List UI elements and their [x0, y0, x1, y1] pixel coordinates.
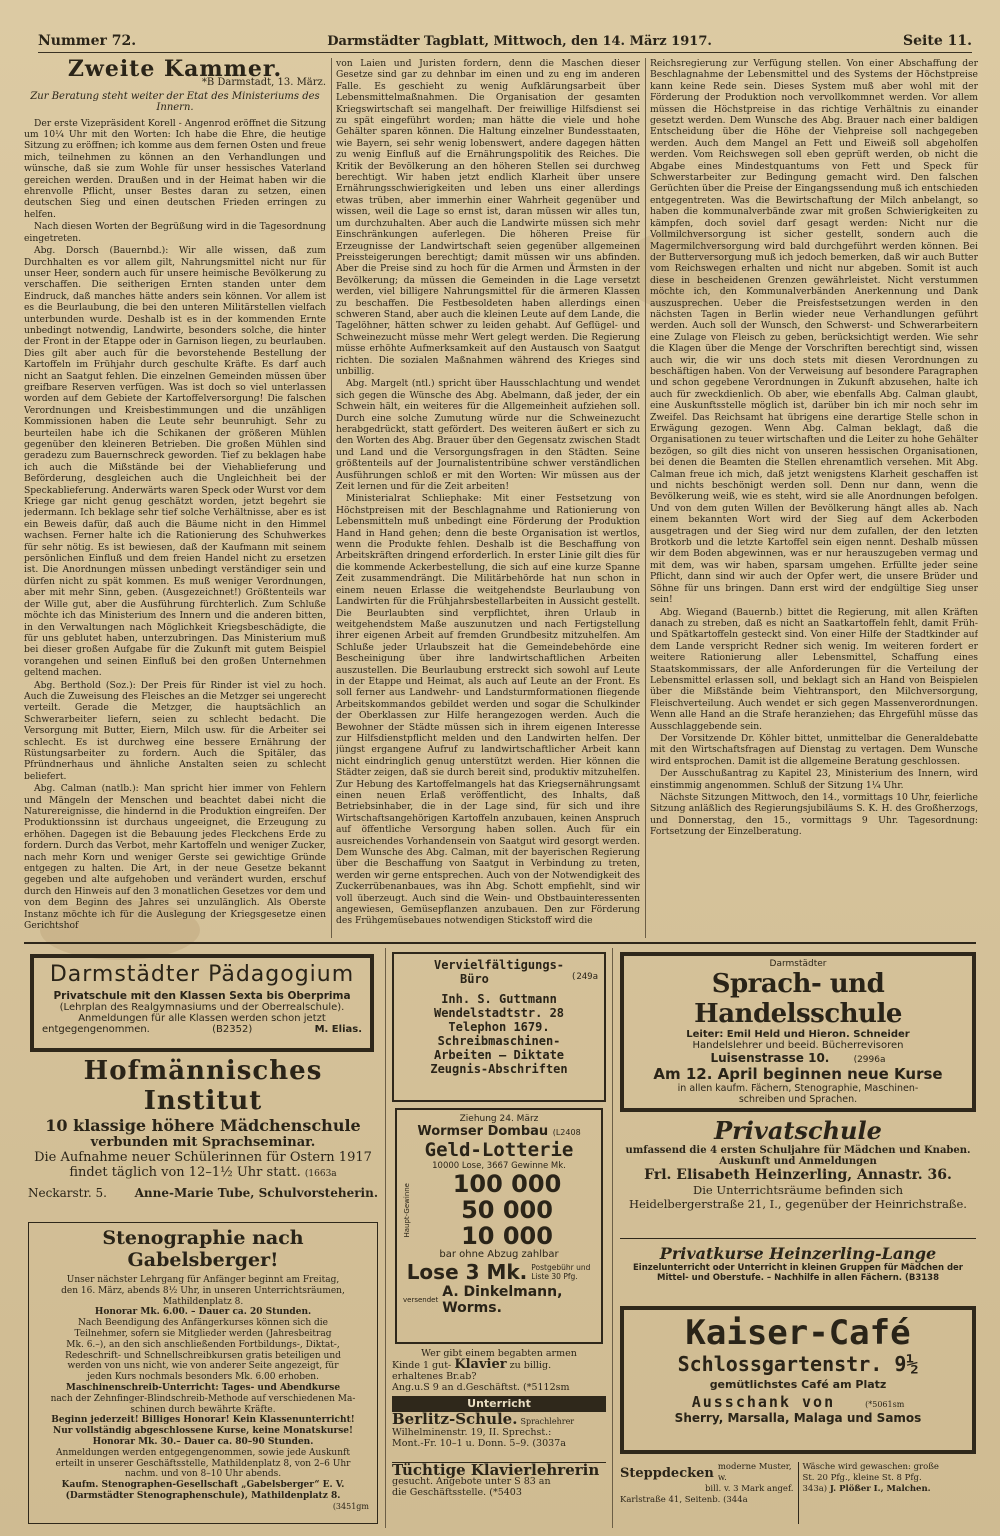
ad-text: jeden Kurs nochmals besonders Mk. 6.00 erhoben.: [87, 1372, 319, 1383]
ad-text: Handelslehrer und beeid. Bücherrevisoren: [692, 1040, 904, 1051]
ad-text: Teilnehmer, sofern sie Mitglieder werden (Jahresbeitrag: [74, 1328, 332, 1339]
paragraph: Abg. Dorsch (Bauernbd.): Wir alle wissen, daß zum Durchhalten es vor allem gilt, Nahrungsmittel nicht nur für unser Heer, sondern auch für unsere heimische Bevölkerung zu verschaffen. Die seitherigen Ernten standen unter dem Eindruck, daß manches hätte anders sein können. Vor allem ist es die Beurlaubung, die bei den unteren Militärstellen vielfach unterbunden wurde. Deshalb ist es in der kommenden Ernte unbedingt notwendig, Landwirte, besonders solche, die hinter der Front in der Etappe oder in Garnison liegen, zu beurlauben. Dies gilt aber auch für die bevorstehende Bestellung der Kartoffeln im Frühjahr durch geschulte Kräfte. Es darf auch nicht an Saatgut fehlen. Die einzelnen Gemeinden müssen über greifbare Reserven verfügen. Was ist doch so viel unterlassen worden auf dem Gebiete der Kartoffelversorgung! Die falschen Verordnungen und Kreisbestimmungen und die unzähligen Kommissionen haben die Leute sehr beunruhigt. Sehr zu beurteilen habe ich die Schikanen der größeren Mühlen gegenüber den kleineren Betrieben. Die großen Mühlen sind geradezu zum Bauernschreck geworden. Tief zu beklagen habe ich auch die Mißstände bei der Viehablieferung und Beförderung, desgleichen auch die Ungleichheit bei der Speckablieferung. Anderwärts waren Speck oder Wurst vor dem Kriege gar nicht genug geschätzt worden, jetzt begehrt sie jedermann. Ich beklage sehr tief solche Verhältnisse, aber es ist ein Beweis dafür, daß auch die Bäume nicht in den Himmel wachsen. Ferner halte ich die Rationierung des Schuhwerkes für sehr nötig. Es ist bewiesen, daß der Kaufmann mit seinem persönlichen Einfluß und dem freien Handel nicht zu ersetzen ist. Die Anordnungen müssen unbedingt verständiger sein und dürfen nicht zu spät kommen. Es muß weniger Verordnungen, aber mit mehr Sinn, geben. (Ausgezeichnet!) Größtenteils war der Wille gut, aber die Ausführung fürchterlich. Zum Schluße möchte ich das Ministerium des Innern und die anderen bitten, in den Verwaltungen nach Möglichkeit Kriegsbeschädigte, die für uns geblutet haben, unterzubringen. Das Ministerium muß bei dieser großen Aufgabe für die Zukunft mit gutem Beispiel vorangehen und seinen Einfluß bei den großen Unternehmen geltend machen.: [24, 245, 326, 679]
ad-title: Steppdecken: [620, 1465, 714, 1481]
ad-text: Postgebühr und Liste 30 Pfg.: [531, 1263, 591, 1281]
ad-text: Kinde 1 gut-: [392, 1360, 452, 1371]
ad-privatkurse: [620, 1244, 976, 1302]
ad-text: erteilt in unserer Geschäftsstelle, Mathildenplatz 8, von 2–6 Uhr: [55, 1458, 351, 1469]
ad-code: (3037a: [532, 1438, 566, 1449]
column-divider: [645, 58, 646, 938]
ad-code: (*5403: [489, 1487, 522, 1498]
ad-footer: [42, 1024, 362, 1035]
ad-text: Honorar Mk. 6.00. – Dauer ca. 20 Stunden.: [94, 1307, 312, 1318]
column-divider: [612, 948, 613, 1528]
paragraph: Ministerialrat Schliephake: Mit einer Festsetzung von Höchstpreisen mit der Beschlagnahme und Rationierung von Lebensmitteln muß unbedingt eine Förderung der Produktion Hand in Hand gehen; denn die beste Organisation ist wertlos, wenn die Produkte fehlen. Deshalb ist die Beschaffung von Arbeitskräften dringend erforderlich. In erster Linie gilt dies für die kommende Ackerbestellung, die sich auf eine kurze Spanne Zeit zusammendrängt. Die Militärbehörde hat nun schon in einem neuen Erlasse die weitgehendste Beurlaubung von Landwirten für die Frühjahrsbestellarbeiten in Aussicht gestellt. Die Beurlaubten sind verpflichtet, ihren Urlaub in weitgehendstem Maße auszunutzen und nach Fertigstellung ihrer eigenen Arbeit auf fremden Grundbesitz mitzuhelfen. Am Schluße jeder Urlaubszeit hat die Gemeindebehörde eine Bescheinigung über ihre landwirtschaftlichen Arbeiten auszustellen. Die Beurlaubung erstreckt sich sowohl auf Leute in der Etappe und Heimat, als auch auf Leute an der Front. Es soll ferner aus Landwehr- und Landsturmformationen fliegende Arbeitskommandos gebildet werden und sogar die Schulkinder der Oberklassen zur Hilfe herangezogen werden. Auch die Bewohner der Städte müssen sich in ihrem eigenen Interesse zur Hilfsdienstpflicht melden und den Landwirten helfen. Der jüngst ergangene Aufruf zu landwirtschaftlicher Arbeit kann nicht eindringlich genug unterstützt werden. Hier können die Städter zeigen, daß sie durch bereit sind, produktiv mitzuhelfen. Zur Hebung des Kartoffelmangels hat das Kriegsernährungsamt einen neuen Erlaß veröffentlicht, des Inhalts, daß Betriebsinhaber, die in der Lage sind, für sich und ihre Wirtschaftsangehörigen Kartoffeln anzubauen, keinen Anspruch auf öffentliche Versorgung haben sollen. Auch für ein ausreichendes Vorhandensein von Saatgut wird gesorgt werden. Dem Wunsche des Abg. Calman, mit der bayerischen Regierung über die Beschaffung von Saatgut in Verbindung zu treten, werden wir gerne entsprechen. Auch von der Notwendigkeit des Zuckerrübenanbaues, was ihn Abg. Schott empfiehlt, sind wir voll überzeugt. Auch sind die Wein- und Obstbauinteressenten angewiesen, Gemüsepflanzen anzubauen. Den zur Förderung des Frühgemüsebaues notwendigen Stickstoff wird die: [336, 493, 640, 927]
ad-text: nachm. und von 8–10 Uhr abends.: [124, 1469, 282, 1480]
ad-text: St. 20 Pfg., kleine St. 8 Pfg.: [802, 1473, 922, 1483]
ad-signature: Anne-Marie Tube, Schulvorsteherin.: [134, 1186, 378, 1200]
ad-text: findet täglich von 12–1½ Uhr statt.: [69, 1165, 301, 1180]
ad-line: [403, 1260, 595, 1284]
ad-text: Redeschrift- und Schnellschreibkursen gratis beteiligen und: [65, 1350, 341, 1361]
article-dateline: *B Darmstadt, 13. März.: [201, 77, 326, 89]
ad-text: Arbeiten — Diktate: [433, 1048, 565, 1062]
ad-code: 343a): [802, 1484, 828, 1494]
ad-title: Sprach- und Handelsschule: [694, 969, 902, 1029]
ad-text: umfassend die 4 ersten Schuljahre für Mädchen und Knaben.: [625, 1145, 971, 1156]
section-rule: [24, 942, 976, 944]
page-number: Seite 11.: [903, 33, 972, 49]
ad-code: (3451gm: [332, 1501, 369, 1511]
ad-text: Mathildenplatz 8.: [162, 1296, 244, 1307]
ad-signature: M. Elias.: [314, 1024, 362, 1035]
ad-text: Wilhelminenstr. 19, II. Sprechst.:: [392, 1427, 552, 1438]
ad-text: Auskunft und Anmeldungen: [719, 1156, 877, 1167]
ad-line: [392, 1487, 606, 1498]
ad-code: (2996a: [853, 1055, 886, 1065]
ad-text: entgegengenommen.: [42, 1024, 150, 1035]
paragraph: Abg. Wiegand (Bauernb.) bittet die Regierung, mit allen Kräften danach zu streben, daß es nicht an Saatkartoffeln fehlt, damit Früh- und Spätkartoffeln gesteckt sind. Von einer Hilfe der Stadtkinder auf dem Lande verspricht Redner sich wenig. Im weiteren fordert er weitere Rationierung aller Lebensmittel, Schaffung eines Staatskommissars, der alle Anforderungen für die Verteilung der Lebensmittel erlassen soll, und beklagt sich an Hand von Beispielen über die Mißstände beim Viehtransport, den Milchversorgung, Fleischverteilung. Auch wendet er sich gegen Massenverordnungen. Wenn alle Hand an die Strafe heranziehen; das Ehrgefühl müsse das Ausschlaggebende sein.: [650, 606, 978, 732]
ad-klavier: [392, 1348, 606, 1392]
ad-text: A. Dinkelmann, Worms.: [442, 1284, 563, 1316]
paragraph: Nach diesen Worten der Begrüßung wird in die Tagesordnung eingetreten.: [24, 221, 326, 244]
ad-text: Wormser Dombau: [417, 1124, 549, 1139]
ad-text: Inh. S. Guttmann: [441, 992, 557, 1006]
ad-prize: 50 000: [461, 1196, 553, 1224]
ad-text: Lose 3 Mk.: [406, 1260, 528, 1284]
ad-text: den 16. März, abends 8½ Uhr, in unseren Unterrichtsräumen,: [61, 1285, 345, 1296]
ad-code: (*5112sm: [522, 1382, 570, 1393]
ad-text: Privatschule mit den Klassen Sexta bis Oberprima: [53, 990, 351, 1002]
ad-text: Heidelbergerstraße 21, I., gegenüber der Heinrichstraße.: [629, 1197, 967, 1211]
ad-footer: [28, 1186, 378, 1200]
ad-text: werden von uns nicht, wie von anderer Seite angezeigt, für: [67, 1361, 339, 1372]
ad-hofmann-institut: [28, 1056, 378, 1216]
ad-line: [392, 1382, 606, 1393]
ad-line: [392, 1371, 606, 1382]
ad-text: 10 klassige höhere Mädchenschule: [45, 1116, 361, 1135]
ad-text: Unser nächster Lehrgang für Anfänger beginnt am Freitag,: [66, 1275, 340, 1285]
ad-text: versendet: [403, 1296, 439, 1304]
ad-text: Ziehung 24. März: [459, 1114, 539, 1124]
ad-text: Sherry, Marsalla, Malaga und Samos: [674, 1411, 922, 1425]
ad-title: Darmstädter Pädagogium: [49, 962, 355, 987]
ad-line: [28, 1165, 378, 1180]
ad-text: Br.ab?: [446, 1371, 477, 1382]
ad-text: bar ohne Abzug zahlbar: [439, 1249, 559, 1260]
paragraph: Abg. Margelt (ntl.) spricht über Hausschlachtung und wendet sich gegen die Wünsche des Abg. Abelmann, daß jeder, der ein Schwein hält, ein weiteres für die Allgemeinheit aufziehen soll. Durch eine solche Zumutung würde nur die Schweinezucht herabgedrückt, statt gefördert. Des weiteren äußert er sich zu den Worten des Abg. Brauer über den Gegensatz zwischen Stadt und Land und die Versorgungsfragen in den Städten. Seine größtenteils auf der Journalistentribüne schwer verständlichen Ausführungen schloß er mit den Worten: Wir müssen aus der Zeit lernen und für die Zeit arbeiten!: [336, 378, 640, 493]
ad-code: (344a: [723, 1495, 748, 1505]
ad-steppdecken: [620, 1462, 799, 1524]
ad-line: [620, 1462, 794, 1484]
ad-code: (1663a: [304, 1169, 337, 1179]
ad-line: [803, 1484, 977, 1495]
paragraph: von Laien und Juristen fordern, denn die Maschen dieser Gesetze sind gar zu dehnbar im einen und zu eng im anderen Falle. Es geschieht zu wenig Aufklärungsarbeit über Lebensmittelmaßnahmen. Die Organisation der gesamten Kriegswirtschaft sei mangelhaft. Der freiwillige Hilfsdienst sei zu spät eingeführt worden; man hätte die viele und hohe Gehälter sparen können. Die Haltung einzelner Bundesstaaten, wie Bayern, sei sehr wenig lobenswert, andere dagegen hätten zu wenig Einfluß auf die Ernährungspolitik des Reiches. Die Kritik der Bevölkerung an den höheren Stellen sei durchweg berechtigt. Wir haben jetzt endlich Klarheit über unsere Ernährungsschwierigkeiten und leben uns einer allerdings etwas trüben, aber immerhin einer Wahrheit gegenüber und wissen, weil die Lage so ernst ist, daran müssen wir alles tun, um durchzuhalten. Aber auch die Landwirte müssen sich mehr Einschränkungen auferlegen. Die höheren Preise für Erzeugnisse der Landwirtschaft seien gegenüber allgemeinen Preissteigerungen berechtigt; damit müssen wir uns abfinden. Aber die Preise sind zu hoch für die Armen und Ärmsten in der Bevölkerung; da müssen die Gemeinden in die Lage versetzt werden, viel billigere Nahrungsmittel für die ärmeren Klassen zu beschaffen. Die Festbesoldeten haben allerdings einen schweren Stand, aber auch die kleinen Leute auf dem Lande, die Tagelöhner, hätten schwer zu leiden gehabt. Auf Geflügel- und Schweinezucht müsse mehr Wert gelegt werden. Die Regierung müsse erhöhte Aufmerksamkeit auf den Austausch von Saatgut richten. Die sozialen Maßnahmen während des Krieges sind unbillig.: [336, 58, 640, 377]
masthead-line: Darmstädter Tagblatt, Mittwoch, den 14. März 1917.: [327, 33, 712, 49]
ad-text: Berlitz-Schule.: [392, 1410, 518, 1428]
ad-code: (*5061sm: [865, 1400, 905, 1409]
ad-text: Karlstraße 41, Seitenb.: [620, 1495, 721, 1505]
ad-text: Am 12. April beginnen neue Kurse: [653, 1065, 943, 1083]
ad-text: schreiben und Sprachen.: [738, 1094, 858, 1105]
ad-line: [392, 1438, 606, 1449]
ad-text: Luisenstrasse 10.: [710, 1051, 830, 1065]
paragraph: Der Vorsitzende Dr. Köhler bittet, unmittelbar die Generaldebatte mit den Wirtschaftsfragen auf Dienstag zu vertagen. Dem Wunsche wird entsprochen. Damit ist die allgemeine Beratung geschlossen.: [650, 732, 978, 767]
ad-text: Die Unterrichtsräume befinden sich: [693, 1183, 903, 1197]
ad-prize: 100 000: [452, 1170, 562, 1198]
ad-line: [632, 1051, 964, 1065]
ad-text: Wer gibt einem begabten armen: [421, 1348, 577, 1359]
ad-text: gesucht. Angebote unter S 83 an: [392, 1476, 551, 1487]
ad-text: Die Aufnahme neuer Schülerinnen für Ostern 1917: [34, 1150, 372, 1165]
ad-text: Einzelunterricht oder Unterricht in kleinen Gruppen für Mädchen der: [632, 1263, 963, 1273]
ad-text: Honorar Mk. 30.– Dauer ca. 80–90 Stunden.: [92, 1436, 314, 1447]
ad-text: Mont.-Fr. 10–1 u. Donn. 5–9.: [392, 1438, 530, 1449]
ad-title: Privatkurse Heinzerling-Lange: [659, 1244, 937, 1263]
ad-text: gemütlichstes Café am Platz: [709, 1378, 887, 1391]
paragraph: Der erste Vizepräsident Korell - Angenrod eröffnet die Sitzung um 10¼ Uhr mit den Worten: Ich habe die Ehre, die heutige Sitzung zu eröffnen; ich komme aus dem fernen Osten und freue mich, teilnehmen zu können an den Verhandlungen und wünsche, daß sie zum Wohle für unser hessisches Vaterland gereichen werden. Draußen und in der Heimat haben wir die ehrenvolle Pflicht, unser Bestes daran zu setzen, einen deutschen Sieg und einen deutschen Frieden erringen zu helfen.: [24, 117, 326, 220]
ad-text: (Darmstädter Stenographenschule), Mathildenplatz 8.: [65, 1490, 341, 1501]
ad-text: Schlossgartenstr. 9½: [677, 1352, 919, 1376]
ad-prizes: [403, 1171, 595, 1249]
ad-prize: 10 000: [461, 1222, 553, 1250]
ad-text: Nach Beendigung des Anfängerkurses können sich die: [78, 1318, 328, 1329]
ad-text: Telephon 1679.: [448, 1020, 550, 1034]
ad-text: Haupt-Gewinne: [403, 1182, 411, 1238]
ad-text: Leiter: Emil Held und Hieron. Schneider: [686, 1029, 910, 1040]
ad-title: Hofmännisches Institut: [83, 1056, 323, 1116]
ad-text: Büro: [460, 972, 489, 986]
ad-paedagogium: [30, 954, 374, 1052]
ad-waesche: [799, 1462, 977, 1524]
ad-line: [632, 1393, 964, 1411]
ad-text: Nur vollständig abgeschlossene Kurse, keine Monatskurse!: [53, 1426, 353, 1437]
article-title: Zweite Kammer.: [67, 58, 283, 82]
ad-text: Wendelstadtstr. 28: [433, 1006, 565, 1020]
ad-title: Privatschule: [714, 1116, 882, 1145]
column-divider: [331, 58, 332, 938]
ad-lotterie: [395, 1108, 603, 1344]
ad-text: Geld-Lotterie: [424, 1139, 574, 1161]
ad-line: [400, 972, 598, 986]
ad-code: (B2352): [212, 1024, 253, 1035]
ad-body: [37, 1275, 369, 1502]
ad-klavierlehrerin: [392, 1462, 606, 1527]
ad-stenographie: [28, 1222, 378, 1524]
ad-text: Anmeldungen werden entgegengenommen, sowie jede Auskunft: [56, 1447, 350, 1458]
ad-text: Vervielfältigungs-: [433, 958, 565, 972]
ad-text: Schreibmaschinen-: [437, 1034, 561, 1048]
ad-berlitz: [392, 1410, 606, 1460]
ad-code: (L2408: [552, 1128, 581, 1137]
ad-text: bill. v. 3 Mark angef.: [704, 1484, 794, 1494]
ad-text: verbunden mit Sprachseminar.: [90, 1135, 316, 1150]
ad-handelsschule: [620, 952, 976, 1112]
article-column-3: [650, 58, 978, 938]
paragraph: Abg. Berthold (Soz.): Der Preis für Rinder ist viel zu hoch. Auch die Zuweisung des Fleisches an die Metzger sei ungerecht verteilt. Gerade die Metzger, die hauptsächlich an Schwerarbeiter liefern, seien zu schlecht bedacht. Die Versorgung mit Butter, Eiern, Milch usw. für die Arbeiter sei schlecht. Es ist durchweg eine bessere Ernährung der Rüstungsarbeiter zu fordern. Auch die Spitäler, das Pfründnerhaus und ähnliche Anstalten seien zu schlecht beliefert.: [24, 679, 326, 782]
ad-text: Anmeldungen für alle Klassen werden schon jetzt: [78, 1013, 326, 1024]
ad-text: moderne Muster, w.: [717, 1462, 792, 1483]
ad-text: Ausschank von: [691, 1393, 836, 1411]
ad-text: in allen kaufm. Fächern, Stenographie, Maschinen-: [677, 1083, 919, 1094]
issue-number: Nummer 72.: [38, 33, 137, 49]
ad-text: Beginn jederzeit! Billiges Honorar! Kein Klassenunterricht!: [51, 1415, 355, 1426]
ad-kaiser-cafe: [620, 1306, 976, 1454]
ad-line: [392, 1359, 606, 1371]
ad-text: Mittel- und Oberstufe. – Nachhilfe in allen Fächern.: [657, 1273, 902, 1283]
ad-text: nach der Zehnfinger-Blindschreib-Methode auf verschiedenen Ma-: [50, 1393, 356, 1404]
ad-text: Frl. Elisabeth Heinzerling, Annastr. 36.: [644, 1167, 952, 1183]
ad-text: Tüchtige Klavierlehrerin: [392, 1461, 600, 1479]
ad-text: Mk. 6.–), an den sich anschließenden Fortbildungs-, Diktat-,: [66, 1339, 340, 1350]
ad-code: (B3138: [904, 1273, 939, 1283]
ad-line: [403, 1124, 595, 1139]
paragraph: Nächste Sitzungen Mittwoch, den 14., vormittags 10 Uhr, feierliche Sitzung anläßlich des Regierungsjubiläums S. K. H. des Großherzogs, und Donnerstag, den 15., vormittags 9 Uhr. Tagesordnung: Fortsetzung der Einzelberatung.: [650, 792, 978, 838]
ad-text: Darmstädter: [769, 959, 827, 969]
ad-text: Wäsche wird gewaschen: große: [802, 1462, 939, 1472]
ad-line: [620, 1273, 976, 1283]
ad-line: [620, 1495, 794, 1506]
column-divider: [385, 948, 386, 1528]
ad-text: Sprachlehrer: [520, 1417, 575, 1426]
ad-text: erhaltenes: [392, 1371, 444, 1382]
ad-title: Stenographie nach Gabelsberger!: [102, 1227, 304, 1271]
page-header: [38, 30, 972, 53]
ad-title: Kaiser-Café: [685, 1313, 911, 1353]
ad-text: schinen durch bewährte Kräfte.: [130, 1404, 276, 1415]
article-column-1: [24, 58, 326, 938]
ad-privatschule: [620, 1116, 976, 1234]
ad-address: Neckarstr. 5.: [28, 1186, 107, 1200]
ad-row-bottom: [620, 1462, 976, 1524]
article-subtitle: Zur Beratung steht weiter der Etat des Ministeriums des Innern.: [30, 90, 320, 114]
ad-text: J. Plößer I., Malchen.: [829, 1484, 931, 1494]
ad-text: Maschinenschreib-Unterricht: Tages- und Abendkurse: [65, 1382, 341, 1393]
section-banner: Unterricht: [392, 1396, 606, 1412]
paragraph: Abg. Calman (natlb.): Man spricht hier immer von Fehlern und Mängeln der Menschen und beachtet dabei nicht die Naturereignisse, die hindernd in die Produktion eingreifen. Der Produktionssinn ist durchaus ungeeignet, die Erzeugung zu erhöhen. Dagegen ist die Bebauung jedes Fleckchens Erde zu fordern. Durch das Verbot, mehr Kartoffeln und weniger Zucker, nach mehr Korn und weniger Gerste sei gewichtige Gründe entgegen zu halten. Die Art, in der neue Gesetze bekannt gegeben und alte aufgehoben und verändert wurden, erschuf durch den Hinweis auf den 3 monatlichen Gesetzes vor dem und von dem Beginn des Jahres sei unzulänglich. Als Oberste Instanz möchte ich für die Auslegung der Kriegsgesetze einen Gerichtshof: [24, 783, 326, 932]
ad-text: zu billig.: [509, 1360, 552, 1371]
ad-text: die Geschäftsstelle.: [392, 1487, 487, 1498]
paragraph: Der Ausschußantrag zu Kapitel 23, Ministerium des Innern, wird einstimmig angenommen. Schluß der Sitzung 1¼ Uhr.: [650, 768, 978, 791]
ad-guttmann: [392, 952, 606, 1102]
article-column-2: [336, 58, 640, 938]
paragraph: Reichsregierung zur Verfügung stellen. Von einer Abschaffung der Beschlagnahme der Lebensmittel und des Systems der Höchstpreise kann keine Rede sein. Dieses System muß aber wohl mit der Förderung der Produktion noch vervollkommnet werden. Vor allem müssen die Höchstpreise in das richtige Verhältnis zu einander gesetzt werden. Dem Wunsche des Abg. Brauer nach einer baldigen Entscheidung über die Höhe der Viehpreise soll nachgegeben werden. Auch dem Mangel an Fett und Eiweiß soll abgeholfen werden. Vom Reichswegen soll eben geprüft werden, ob nicht die Abgabe eines Mindestquantums von Fett und Speck für Schwerstarbeiter zur Bedingung gemacht wird. Den falschen Gerüchten über die Preise der Eingangssendung muß ich entschieden entgegentreten. Was die Bewirtschaftung der Milch anbelangt, so haben die kommunalverbände zwar mit großen Schwierigkeiten zu kämpfen, doch soviel darf gesagt werden: Nicht nur die Vollmilchversorgung ist sicher gestellt, sondern auch die Magermilchversorgung wird bald durchgeführt werden können. Bei der Butterversorgung muß ich jedoch bemerken, daß wir auch Butter vom Reichswegen erhalten und nicht nur abgeben. Somit ist auch diese in bescheidenen Grenzen gewährleistet. Nicht verstummen möchte ich, den Kommunalverbänden Anerkennung und Dank auszusprechen. Ueber die Preisfestsetzungen werden in den nächsten Tagen in Berlin wieder neue Verhandlungen geführt werden. Auch soll der Wunsch, den Schwerst- und Schwerarbeitern eine Zulage von Fleisch zu geben, berücksichtigt werden. Wie sehr die Klagen über die Menge der Vorschriften berechtigt sind, wissen auch wir, die wir uns doch stets mit diesen Verordnungen zu beschäftigen haben. Von der Verweisung auf besondere Paragraphen und schon gegebene Verordnungen in Zukunft abzusehen, halte ich auch für zweckdienlich. Ob aber, wie ebenfalls Abg. Calman glaubt, eine Auskunftsstelle möglich ist, darüber bin ich mir noch sehr im Zweifel. Das Reichsamt hat übrigens eine derartige Stelle schon in Erwägung gezogen. Wenn Abg. Calman beklagt, daß die Organisationen zu teuer wirtschaften und die Leiter zu hohe Gehälter bezögen, so gilt dies nicht von unseren hessischen Organisationen, bei denen die Beamten die Stellen ehrenamtlich versehen. Mit Abg. Calman freue ich mich, daß jetzt wenigstens Klarheit geschaffen ist und nichts beschönigt werden soll. Denn nur dann, wenn die Bevölkerung weiß, wie es steht, wird sie alle Anordnungen befolgen. Und von dem guten Willen der Bevölkerung hängt alles ab. Nach einem bekannten Wort wird der Sieg auf dem Ackerboden ausgetragen und der Sieg wird nur dem zufallen, der den letzten Brotkorb und die letzte Kartoffel sein eigen nennt. Deshalb müssen wir dem Boden abgewinnen, was er nur herauszugeben vermag und mit dem, was wir haben, sparsam umgehen. Erfüllte jeder seine Pflicht, dann sind wir auch der Opfer wert, die unsere Brüder und Söhne für uns bringen. Dann erst wird der endgültige Sieg unser sein!: [650, 58, 978, 606]
ad-text: 10000 Lose, 3667 Gewinne Mk.: [432, 1161, 566, 1171]
ad-line: [392, 1410, 606, 1428]
ad-text: Zeugnis-Abschriften: [430, 1062, 568, 1076]
ad-text: (Lehrplan des Realgymnasiums und der Oberrealschule).: [59, 1002, 345, 1013]
section-rule: [620, 1238, 976, 1239]
ad-code: (249a: [570, 972, 598, 982]
ad-text: Ang.u.S 9 an d.Geschäftst.: [392, 1382, 520, 1393]
ad-line: [403, 1284, 595, 1316]
ad-text: Kaufm. Stenographen-Gesellschaft „Gabelsberger“ E. V.: [61, 1480, 345, 1491]
ad-text: Klavier: [454, 1357, 507, 1372]
